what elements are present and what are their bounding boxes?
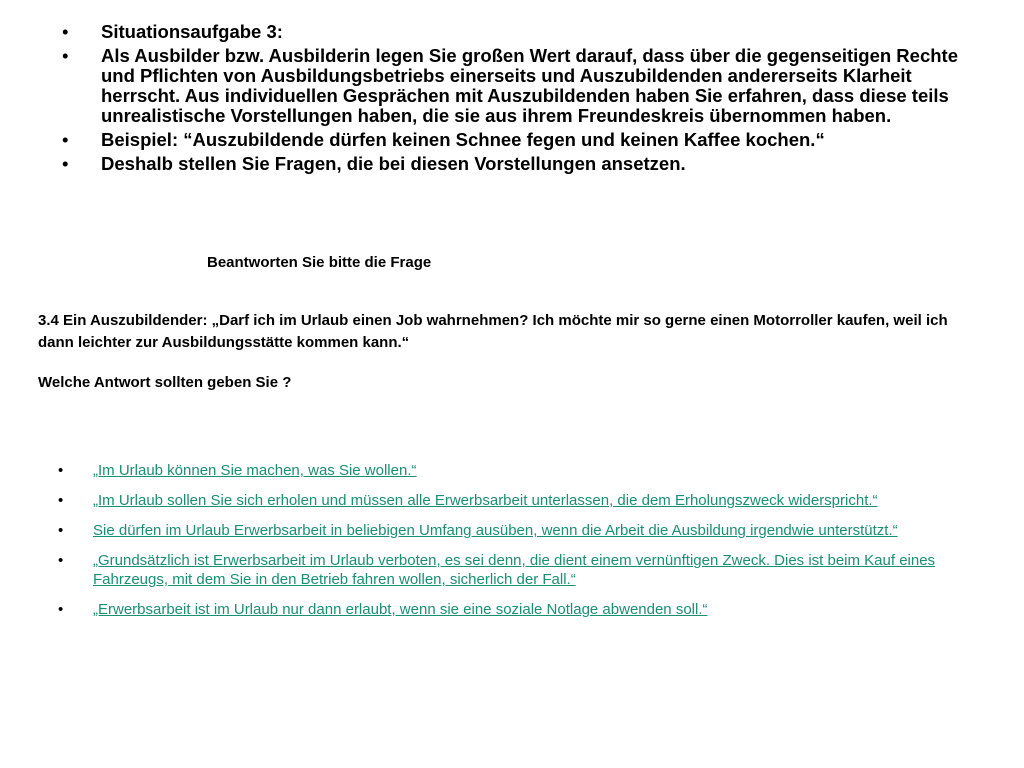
bullet-icon: • bbox=[62, 45, 69, 66]
intro-item-example bbox=[58, 130, 978, 150]
bullet-icon: • bbox=[58, 492, 64, 509]
question-text: 3.4 Ein Auszubildender: „Darf ich im Urlaub einen Job wahrnehmen? Ich möchte mir so gerne einen Motorroller kaufen, weil ich dann leichter zur Ausbildungsstätte kommen kann.“ bbox=[38, 312, 948, 351]
answer-link-1[interactable]: „Im Urlaub können Sie machen, was Sie wollen.“ bbox=[93, 462, 417, 479]
intro-text: Deshalb stellen Sie Fragen, die bei diesen Vorstellungen ansetzen. bbox=[101, 153, 686, 174]
bullet-icon: • bbox=[58, 462, 64, 479]
answer-option-1 bbox=[56, 461, 986, 480]
intro-list bbox=[58, 22, 978, 178]
intro-text: Als Ausbilder bzw. Ausbilderin legen Sie großen Wert darauf, dass über die gegenseitigen Rechte und Pflichten von Ausbildungsbetriebs einerseits und Auszubildenden andererseits Klarheit herrscht. Aus individuellen Gesprächen mit Auszubildenden haben Sie erfahren, dass diese teils unrealistische Vorstellungen haben, die sie aus ihrem Freundeskreis übernommen haben. bbox=[101, 45, 958, 126]
bullet-icon: • bbox=[58, 522, 64, 539]
answer-heading: Beantworten Sie bitte die Frage bbox=[207, 254, 432, 271]
answer-link-4[interactable]: „Grundsätzlich ist Erwerbsarbeit im Urlaub verboten, es sei denn, die dient einem vernünftigen Zweck. Dies ist beim Kauf eines Fahrzeugs, mit dem Sie in den Betrieb fahren wollen, sicherlich der Fall.“ bbox=[93, 552, 936, 588]
answer-option-2 bbox=[56, 491, 986, 510]
answer-link-2[interactable]: „Im Urlaub sollen Sie sich erholen und müssen alle Erwerbsarbeit unterlassen, die dem Erholungszweck widerspricht.“ bbox=[93, 492, 878, 509]
intro-item-situation bbox=[58, 46, 978, 126]
bullet-icon: • bbox=[62, 21, 69, 42]
answer-option-4 bbox=[56, 551, 986, 589]
answer-option-5 bbox=[56, 600, 986, 619]
answer-list bbox=[56, 461, 986, 630]
answer-link-3[interactable]: Sie dürfen im Urlaub Erwerbsarbeit in beliebigen Umfang ausüben, wenn die Arbeit die Ausbildung irgendwie unterstützt.“ bbox=[93, 522, 898, 539]
bullet-icon: • bbox=[62, 129, 69, 150]
bullet-icon: • bbox=[58, 601, 64, 618]
intro-item-title bbox=[58, 22, 978, 42]
answer-link-5[interactable]: „Erwerbsarbeit ist im Urlaub nur dann erlaubt, wenn sie eine soziale Notlage abwenden soll.“ bbox=[93, 601, 708, 618]
intro-text: Beispiel: “Auszubildende dürfen keinen Schnee fegen und keinen Kaffee kochen.“ bbox=[101, 129, 825, 150]
answer-option-3 bbox=[56, 521, 986, 540]
answer-prompt: Welche Antwort sollten geben Sie ? bbox=[38, 374, 292, 391]
intro-item-task bbox=[58, 154, 978, 174]
bullet-icon: • bbox=[58, 552, 64, 569]
bullet-icon: • bbox=[62, 153, 69, 174]
intro-text: Situationsaufgabe 3: bbox=[101, 21, 283, 42]
